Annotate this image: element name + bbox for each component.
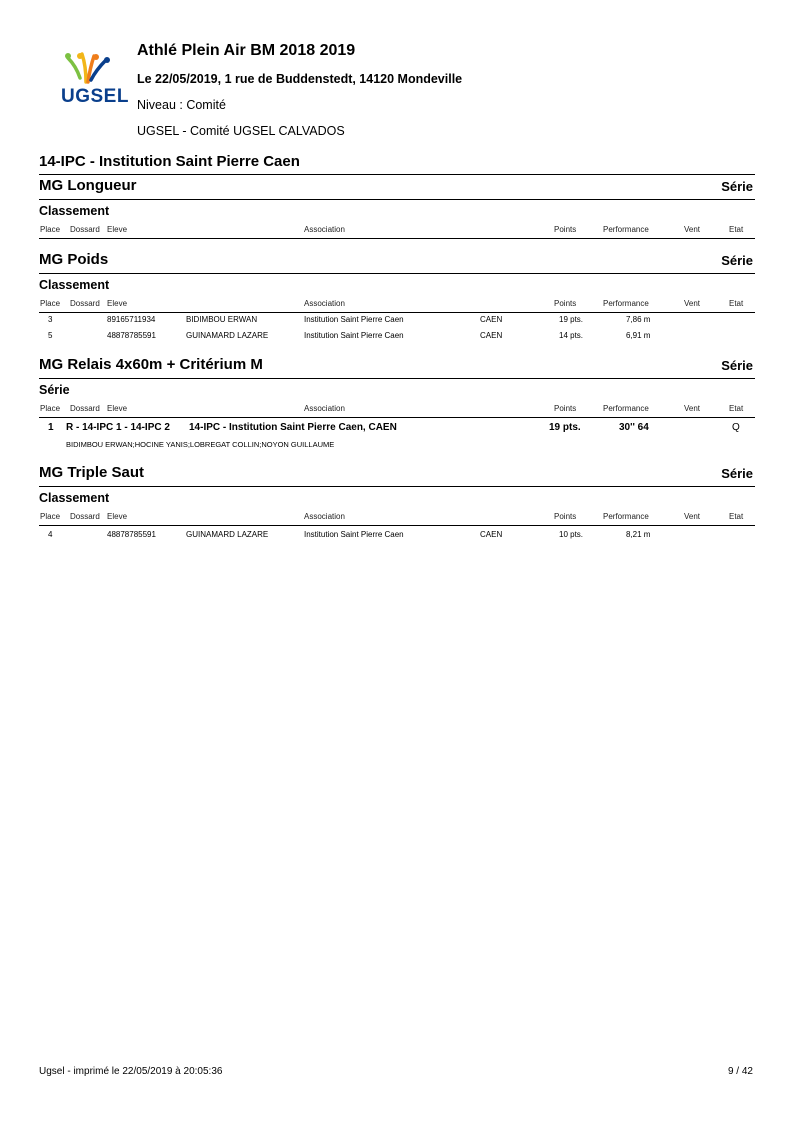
col-dossard: Dossard	[70, 225, 100, 234]
col-place: Place	[40, 512, 61, 521]
cell-points: 19 pts.	[559, 315, 584, 324]
col-vent: Vent	[684, 299, 701, 308]
organization: UGSEL - Comité UGSEL CALVADOS	[137, 124, 345, 138]
header-divider	[39, 312, 755, 313]
col-performance: Performance	[603, 512, 649, 521]
event-serie-label: Série	[721, 466, 753, 481]
cell-etat: Q	[732, 422, 740, 433]
cell-dossard: 48878785591	[107, 530, 156, 539]
col-dossard: Dossard	[70, 404, 100, 413]
col-etat: Etat	[729, 225, 744, 234]
col-eleve: Eleve	[107, 512, 128, 521]
cell-association: Institution Saint Pierre Caen	[304, 331, 404, 340]
table-row	[39, 530, 755, 542]
cell-performance: 8,21 m	[626, 530, 651, 539]
relay-members: BIDIMBOU ERWAN;HOCINE YANIS;LOBREGAT COLLIN;NOYON GUILLAUME	[66, 440, 335, 449]
ugsel-emblem-icon	[60, 52, 126, 88]
event-serie-label: Série	[721, 253, 753, 268]
section-title: Série	[39, 383, 70, 397]
table-header	[39, 225, 755, 237]
event-title: MG Longueur	[39, 177, 137, 194]
cell-association: 14-IPC - Institution Saint Pierre Caen, CAEN	[189, 422, 397, 433]
competition-title: Athlé Plein Air BM 2018 2019	[137, 42, 356, 59]
competition-date-location: Le 22/05/2019, 1 rue de Buddenstedt, 14120 Mondeville	[137, 72, 463, 86]
ugsel-logo	[60, 52, 129, 108]
cell-place: 4	[48, 530, 53, 539]
header-divider	[39, 238, 755, 239]
col-association: Association	[304, 404, 345, 413]
event-serie-label: Série	[721, 179, 753, 194]
page-number: 9 / 42	[727, 1066, 753, 1077]
print-timestamp: Ugsel - imprimé le 22/05/2019 à 20:05:36	[39, 1066, 223, 1077]
relay-row	[39, 422, 755, 436]
competition-level: Niveau : Comité	[137, 98, 226, 112]
cell-performance: 30'' 64	[619, 422, 649, 433]
event-divider	[39, 486, 755, 487]
cell-association: Institution Saint Pierre Caen	[304, 315, 404, 324]
cell-eleve: GUINAMARD LAZARE	[186, 530, 269, 539]
cell-place: 1	[48, 422, 54, 433]
col-vent: Vent	[684, 404, 701, 413]
table-header	[39, 512, 755, 524]
cell-eleve: GUINAMARD LAZARE	[186, 331, 269, 340]
event-title: MG Poids	[39, 251, 109, 268]
cell-dossard: 48878785591	[107, 331, 156, 340]
cell-points: 14 pts.	[559, 331, 584, 340]
col-points: Points	[554, 512, 577, 521]
table-header	[39, 404, 755, 416]
col-dossard: Dossard	[70, 512, 100, 521]
cell-points: 10 pts.	[559, 530, 584, 539]
cell-performance: 7,86 m	[626, 315, 651, 324]
event-title: MG Relais 4x60m + Critérium M	[39, 356, 263, 373]
col-place: Place	[40, 404, 61, 413]
col-eleve: Eleve	[107, 404, 128, 413]
col-performance: Performance	[603, 225, 649, 234]
cell-association: Institution Saint Pierre Caen	[304, 530, 404, 539]
section-title: Classement	[39, 204, 110, 218]
table-row	[39, 315, 755, 327]
col-eleve: Eleve	[107, 299, 128, 308]
col-performance: Performance	[603, 404, 649, 413]
col-vent: Vent	[684, 225, 701, 234]
header-divider	[39, 525, 755, 526]
club-title: 14-IPC - Institution Saint Pierre Caen	[39, 153, 300, 170]
cell-performance: 6,91 m	[626, 331, 651, 340]
cell-points: 19 pts.	[549, 422, 581, 433]
section-title: Classement	[39, 491, 110, 505]
col-etat: Etat	[729, 299, 744, 308]
club-divider	[39, 174, 755, 175]
col-vent: Vent	[684, 512, 701, 521]
event-title: MG Triple Saut	[39, 464, 145, 481]
logo-wordmark: UGSEL	[61, 86, 129, 107]
event-divider	[39, 199, 755, 200]
table-row	[39, 331, 755, 343]
cell-team: R - 14-IPC 1 - 14-IPC 2	[66, 422, 170, 433]
col-etat: Etat	[729, 512, 744, 521]
cell-city: CAEN	[480, 530, 503, 539]
cell-place: 3	[48, 315, 53, 324]
col-dossard: Dossard	[70, 299, 100, 308]
section-title: Classement	[39, 278, 110, 292]
col-association: Association	[304, 225, 345, 234]
header-divider	[39, 417, 755, 418]
cell-eleve: BIDIMBOU ERWAN	[186, 315, 258, 324]
cell-city: CAEN	[480, 315, 503, 324]
col-association: Association	[304, 512, 345, 521]
col-place: Place	[40, 225, 61, 234]
cell-place: 5	[48, 331, 53, 340]
event-serie-label: Série	[721, 358, 753, 373]
col-eleve: Eleve	[107, 225, 128, 234]
col-etat: Etat	[729, 404, 744, 413]
table-header	[39, 299, 755, 311]
cell-dossard: 89165711934	[107, 315, 156, 324]
col-place: Place	[40, 299, 61, 308]
col-points: Points	[554, 299, 577, 308]
event-divider	[39, 273, 755, 274]
event-divider	[39, 378, 755, 379]
col-performance: Performance	[603, 299, 649, 308]
col-points: Points	[554, 404, 577, 413]
cell-city: CAEN	[480, 331, 503, 340]
col-points: Points	[554, 225, 577, 234]
col-association: Association	[304, 299, 345, 308]
